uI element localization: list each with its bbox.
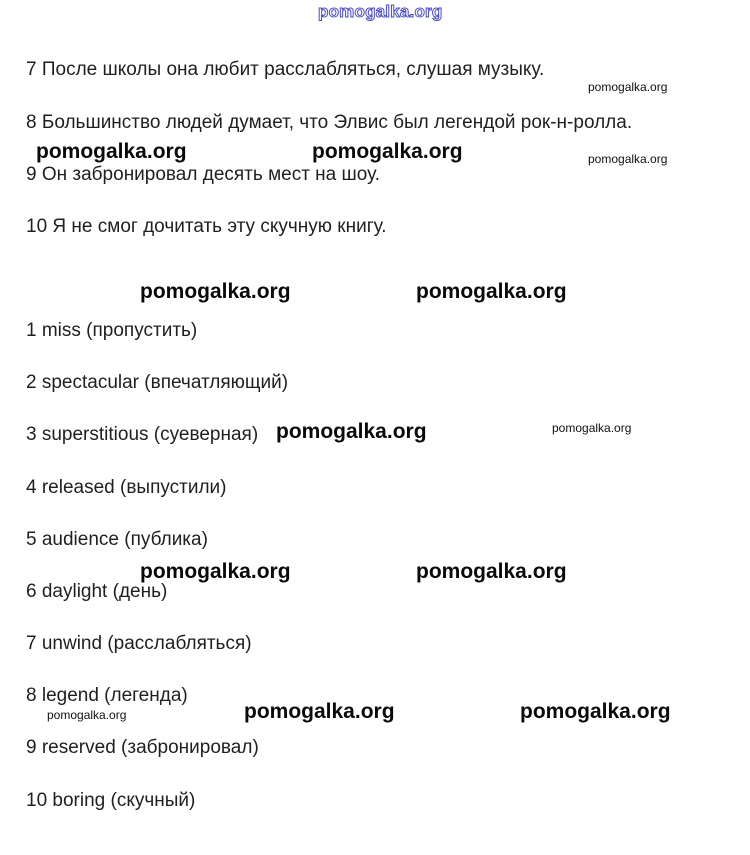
answer-line-7: 7 unwind (расслабляться) [26, 633, 252, 654]
translation-line-10: 10 Я не смог дочитать эту скучную книгу. [26, 216, 387, 237]
translation-line-8: 8 Большинство людей думает, что Элвис был легендой рок-н-ролла. [26, 112, 633, 133]
watermark-text-small: pomogalka.org [47, 708, 127, 722]
watermark-text: pomogalka.org [276, 420, 427, 443]
watermark-text: pomogalka.org [36, 140, 187, 163]
translation-line-7: 7 После школы она любит расслабляться, слушая музыку. [26, 59, 545, 80]
answer-line-3: 3 superstitious (суеверная) [26, 424, 259, 445]
watermark-text-small: pomogalka.org [588, 152, 668, 166]
watermark-text: pomogalka.org [520, 700, 671, 723]
answer-line-9: 9 reserved (забронировал) [26, 737, 259, 758]
answer-line-8: 8 legend (легенда) [26, 685, 188, 706]
answer-line-2: 2 spectacular (впечатляющий) [26, 372, 289, 393]
translation-line-9: 9 Он забронировал десять мест на шоу. [26, 164, 380, 185]
watermark-text-small: pomogalka.org [588, 80, 668, 94]
watermark-text: pomogalka.org [244, 700, 395, 723]
answer-line-10: 10 boring (скучный) [26, 790, 196, 811]
answer-line-1: 1 miss (пропустить) [26, 320, 198, 341]
answer-line-4: 4 released (выпустили) [26, 477, 227, 498]
watermark-text: pomogalka.org [312, 140, 463, 163]
header-watermark: pomogalka.org [318, 2, 443, 21]
watermark-text: pomogalka.org [140, 560, 291, 583]
answer-line-6: 6 daylight (день) [26, 581, 168, 602]
answer-line-5: 5 audience (публика) [26, 529, 208, 550]
watermark-text: pomogalka.org [416, 280, 567, 303]
watermark-text: pomogalka.org [140, 280, 291, 303]
watermark-text: pomogalka.org [416, 560, 567, 583]
watermark-text-small: pomogalka.org [552, 421, 632, 435]
